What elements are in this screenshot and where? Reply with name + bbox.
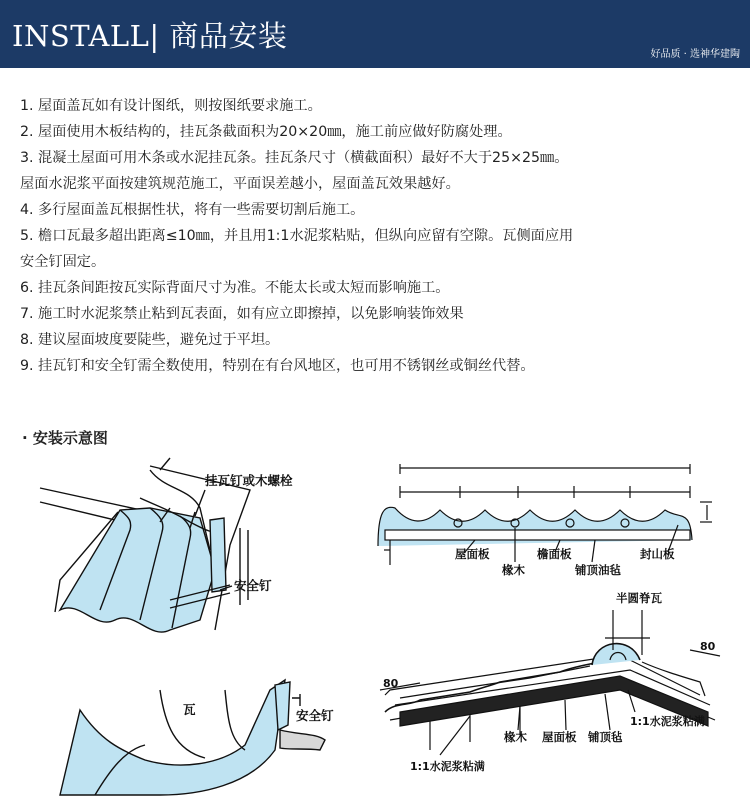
dim-left: 80 (383, 677, 399, 690)
rule-item: 1. 屋面盖瓦如有设计图纸，则按图纸要求施工。 (20, 98, 322, 114)
nail-label: 挂瓦钉或木螺栓 (205, 473, 293, 488)
header-title: INSTALL| 商品安装 (12, 19, 288, 53)
rule-item: 屋面水泥浆平面按建筑规范施工，平面误差越小，屋面盖瓦效果越好。 (20, 176, 460, 192)
label-mortar-bottom: 1:1水泥浆粘满 (410, 760, 485, 773)
rule-item: 安全钉固定。 (20, 254, 106, 270)
safety-nail-label: 安全钉 (234, 578, 272, 593)
diagram-safety-nail (60, 680, 325, 795)
diagram-section-title: · 安装示意图 (22, 429, 108, 447)
label-ridge-tile: 半圆脊瓦 (616, 591, 662, 605)
rule-item: 4. 多行屋面盖瓦根据性状，将有一些需要切割后施工。 (20, 202, 365, 218)
rule-item: 6. 挂瓦条间距按瓦实际背面尺寸为准。不能太长或太短而影响施工。 (20, 280, 450, 296)
rule-item: 3. 混凝土屋面可用木条或水泥挂瓦条。挂瓦条尺寸（横截面积）最好不大于25×25㎜。 (20, 150, 569, 166)
label-felt-ridge: 铺顶毡 (588, 730, 623, 744)
installation-diagrams (0, 450, 750, 796)
label-felt: 铺顶油毡 (575, 563, 621, 577)
label-tile: 瓦 (183, 702, 196, 717)
rule-item: 2. 屋面使用木板结构的，挂瓦条截面积为20×20㎜，施工前应做好防腐处理。 (20, 124, 512, 140)
rule-item: 9. 挂瓦钉和安全钉需全数使用，特别在有台风地区，也可用不锈钢丝或铜丝代替。 (20, 358, 535, 374)
rule-item: 7. 施工时水泥浆禁止粘到瓦表面，如有应立即擦掉，以免影响装饰效果 (20, 306, 464, 322)
header-banner (0, 0, 750, 68)
label-seal-board: 封山板 (640, 547, 675, 561)
label-mortar-right: 1:1水泥浆粘满 (630, 715, 705, 728)
label-roof-board-ridge: 屋面板 (542, 730, 577, 744)
install-rules (20, 93, 740, 379)
dim-right: 80 (700, 640, 716, 653)
label-roof-board: 屋面板 (455, 547, 490, 561)
label-rafter-ridge: 椽木 (504, 730, 527, 744)
label-eave-board: 檐面板 (537, 547, 572, 561)
label-safety-nail: 安全钉 (296, 708, 334, 723)
rule-item: 5. 檐口瓦最多超出距离≤10㎜，并且用1:1水泥浆粘贴，但纵向应留有空隙。瓦侧面应用 (20, 228, 574, 244)
header-slogan: 好品质 · 选神华建陶 (650, 49, 740, 60)
rule-item: 8. 建议屋面坡度要陡些，避免过于平坦。 (20, 332, 280, 348)
label-rafter: 椽木 (502, 563, 525, 577)
